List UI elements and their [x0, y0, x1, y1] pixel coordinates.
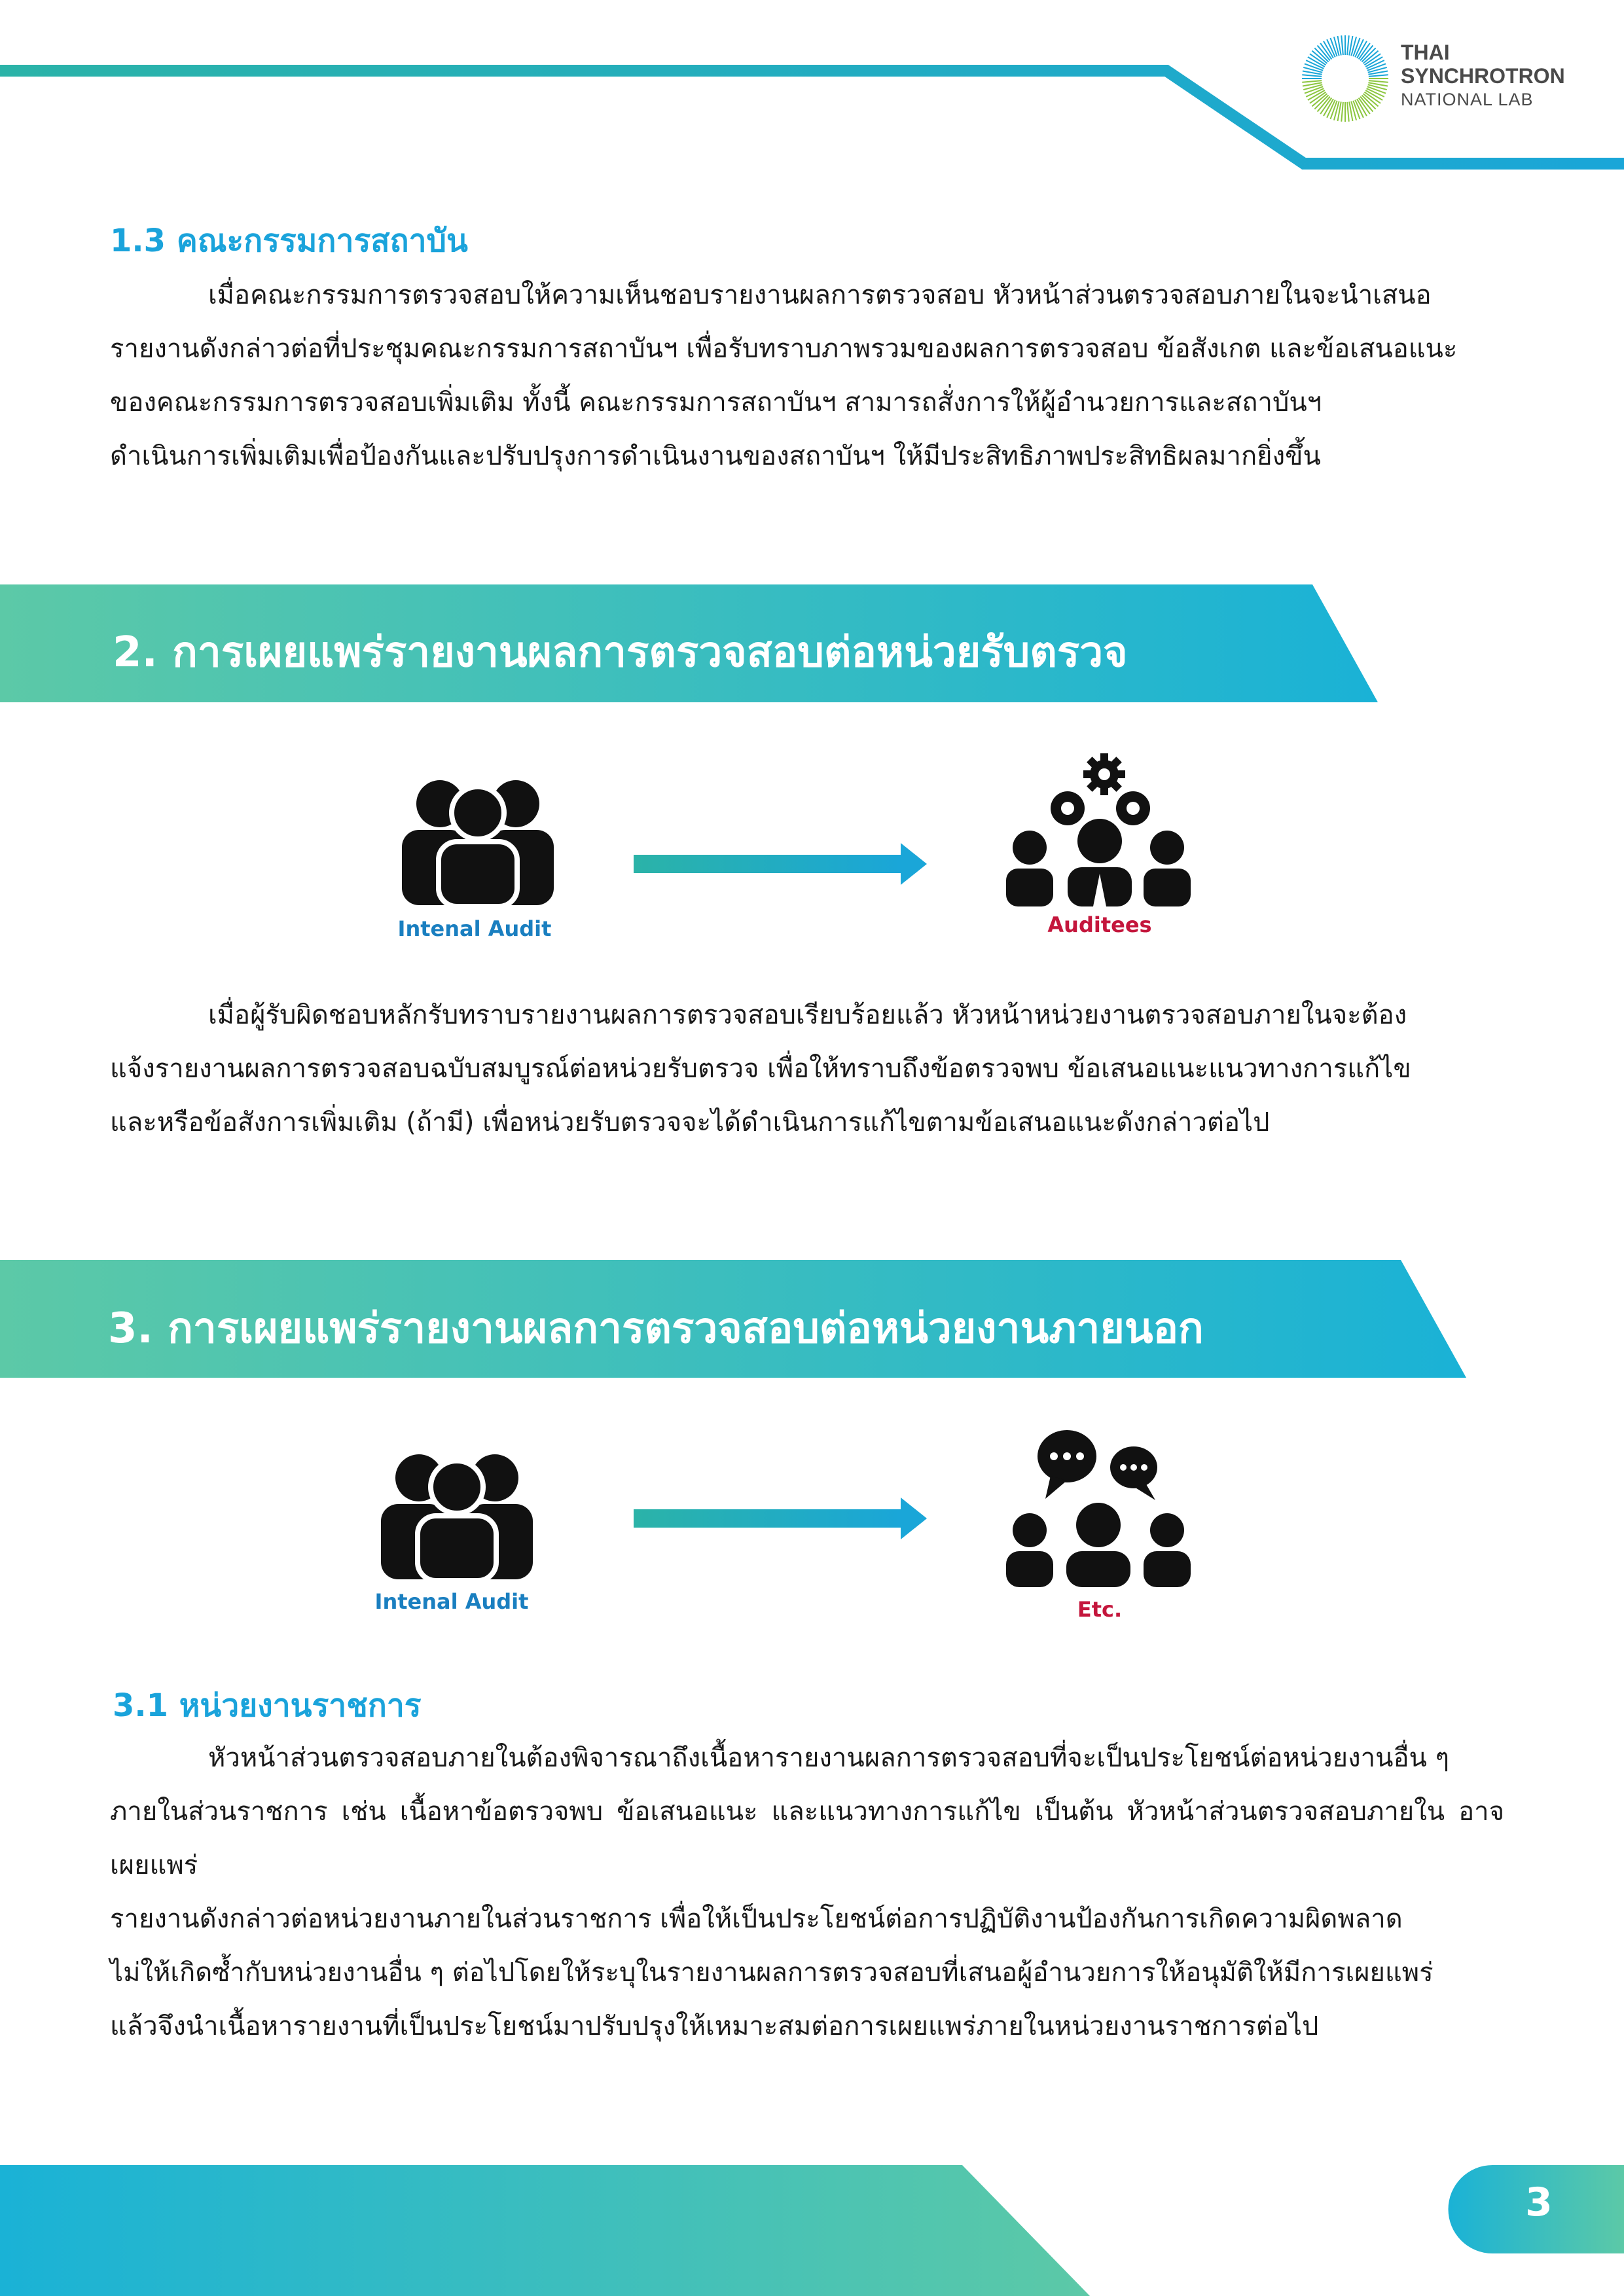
section-3-title: 3. การเผยแพร่รายงานผลการตรวจสอบต่อหน่วยงานภายนอก — [108, 1304, 1204, 1353]
section-heading-1-3: 1.3 คณะกรรมการสถาบัน — [110, 223, 468, 259]
people-gears-icon — [1005, 749, 1195, 906]
footer-decoration — [0, 2165, 1624, 2296]
paragraph-line: หัวหน้าส่วนตรวจสอบภายในต้องพิจารณาถึงเนื้อหารายงานผลการตรวจสอบที่จะเป็นประโยชน์ต่อหน่วยงานอื่น ๆ — [208, 1743, 1450, 1773]
from-label: Intenal Audit — [374, 1589, 529, 1614]
from-label: Intenal Audit — [397, 916, 552, 941]
to-label: Etc. — [1077, 1597, 1123, 1622]
paragraph-line: แล้วจึงนำเนื้อหารายงานที่เป็นประโยชน์มาปรับปรุงให้เหมาะสมต่อการเผยแพร่ภายในหน่วยงานราชการต่อไป — [110, 2011, 1319, 2041]
logo-text — [1401, 41, 1565, 111]
logo-line-3: NATIONAL LAB — [1401, 90, 1534, 109]
paragraph-line: ของคณะกรรมการตรวจสอบเพิ่มเติม ทั้งนี้ คณะกรรมการสถาบันฯ สามารถสั่งการให้ผู้อำนวยการและสถาบันฯ — [110, 387, 1322, 418]
people-chat-icon — [1005, 1427, 1195, 1587]
logo-line-1: THAI — [1401, 41, 1450, 64]
section-3-1-paragraph — [110, 1731, 1504, 2053]
to-label: Auditees — [1047, 912, 1152, 937]
arrow-right-icon — [634, 838, 928, 890]
section-heading-3-1: 3.1 หน่วยงานราชการ — [113, 1687, 422, 1724]
paragraph-line: เมื่อผู้รับผิดชอบหลักรับทราบรายงานผลการตรวจสอบเรียบร้อยแล้ว หัวหน้าหน่วยงานตรวจสอบภายในจะต้อง — [208, 1000, 1407, 1030]
paragraph-line: และหรือข้อสังการเพิ่มเติม (ถ้ามี) เพื่อหน่วยรับตรวจจะได้ดำเนินการแก้ไขตามข้อเสนอแนะดังกล่าวต่อไป — [110, 1107, 1270, 1138]
group-people-icon — [378, 1446, 535, 1581]
group-people-icon — [399, 772, 556, 906]
paragraph-line: ดำเนินการเพิ่มเติมเพื่อป้องกันและปรับปรุงการดำเนินงานของสถาบันฯ ให้มีประสิทธิภาพประสิทธิผลมากยิ่งขึ้น — [110, 441, 1321, 471]
paragraph-line: ไม่ให้เกิดซ้ำกับหน่วยงานอื่น ๆ ต่อไปโดยให้ระบุในรายงานผลการตรวจสอบที่เสนอผู้อำนวยการให้อนุมัติให้มีการเผยแพร่ — [110, 1958, 1434, 1988]
paragraph-line: แจ้งรายงานผลการตรวจสอบฉบับสมบูรณ์ต่อหน่วยรับตรวจ เพื่อให้ทราบถึงข้อตรวจพบ ข้อเสนอแนะแนวทางการแก้ไข — [110, 1054, 1411, 1084]
section-1-3-paragraph — [110, 268, 1504, 483]
arrow-right-icon — [634, 1492, 928, 1545]
section-2-paragraph — [110, 988, 1504, 1149]
paragraph-line: รายงานดังกล่าวต่อที่ประชุมคณะกรรมการสถาบันฯ เพื่อรับทราบภาพรวมของผลการตรวจสอบ ข้อสังเกต และข้อเสนอแนะ — [110, 334, 1458, 364]
section-2-title: 2. การเผยแพร่รายงานผลการตรวจสอบต่อหน่วยรับตรวจ — [113, 628, 1128, 677]
paragraph-line: รายงานดังกล่าวต่อหน่วยงานภายในส่วนราชการ เพื่อให้เป็นประโยชน์ต่อการปฏิบัติงานป้องกันการเกิดความผิดพลาด — [110, 1904, 1403, 1934]
paragraph-line: เมื่อคณะกรรมการตรวจสอบให้ความเห็นชอบรายงานผลการตรวจสอบ หัวหน้าส่วนตรวจสอบภายในจะนำเสนอ — [208, 280, 1432, 310]
logo-line-2: SYNCHROTRON — [1401, 64, 1565, 88]
page-number: 3 — [1525, 2179, 1553, 2225]
synchrotron-logo-icon — [1299, 33, 1391, 124]
paragraph-line: ภายในส่วนราชการ เช่น เนื้อหาข้อตรวจพบ ข้อเสนอแนะ และแนวทางการแก้ไข เป็นต้น หัวหน้าส่วนตรวจสอบภายใน อาจเผยแพร่ — [110, 1797, 1504, 1880]
